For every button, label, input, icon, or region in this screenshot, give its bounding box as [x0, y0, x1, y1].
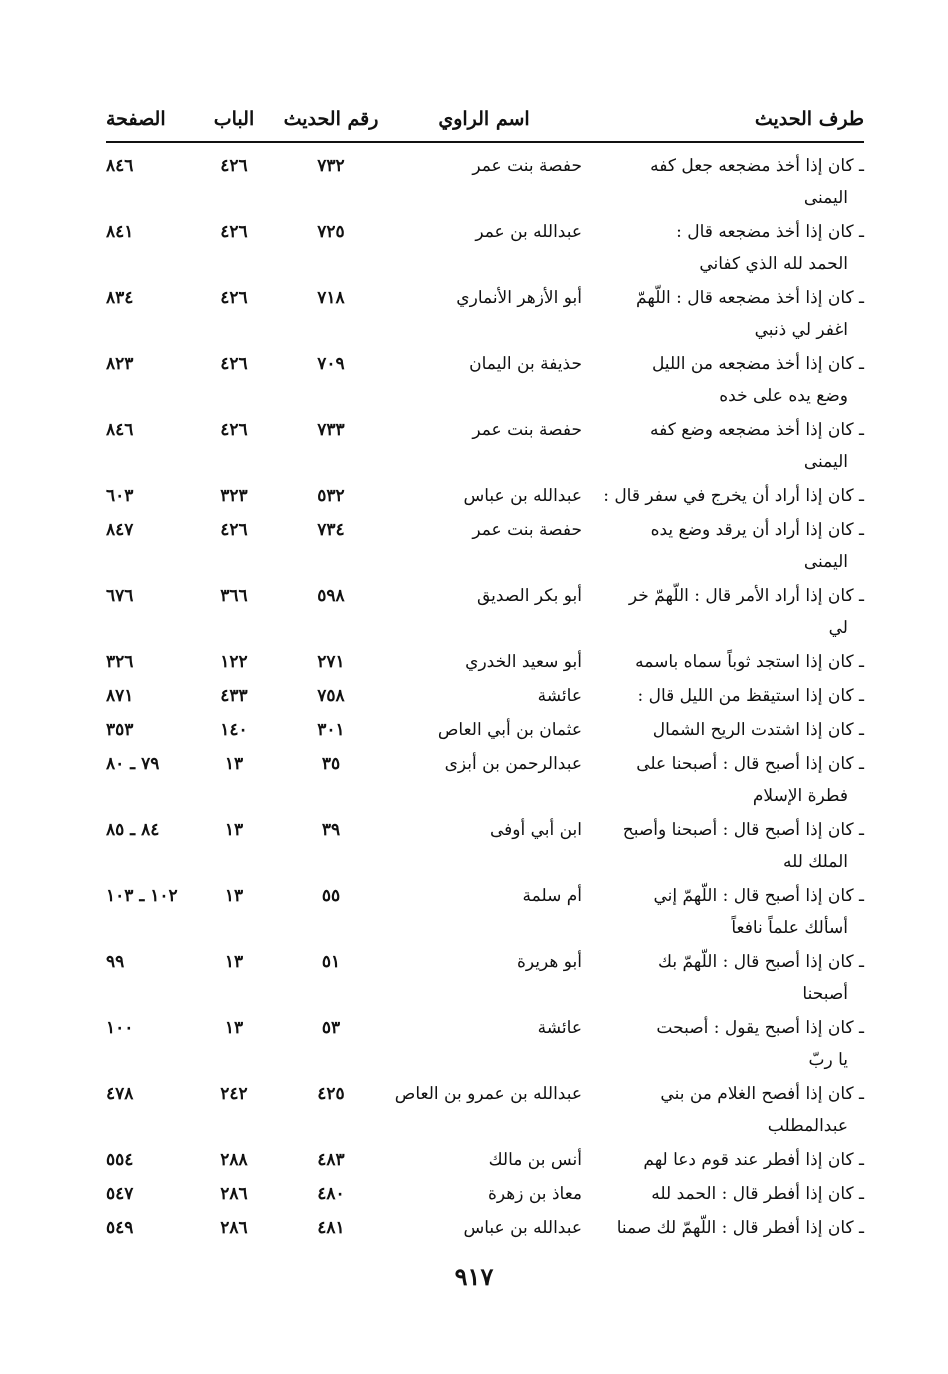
- hadith-number: ٧١٨: [317, 288, 345, 308]
- page-ref: ٦٠٣: [106, 486, 134, 506]
- page-ref: ٥٤٩: [106, 1218, 134, 1238]
- page-ref: ١٠٠: [106, 1018, 134, 1038]
- empty-cell: [106, 781, 192, 813]
- table-row-continuation: [106, 447, 864, 479]
- empty-cell: [276, 913, 386, 945]
- page-ref: ٨٤ ـ ٨٥: [106, 820, 160, 840]
- bab-number: ٢٨٨: [220, 1150, 248, 1170]
- page-ref: ٥٤٧: [106, 1184, 134, 1204]
- hadith-tarf: ـ كان إذا أفطر قال : الحمد لله: [651, 1184, 864, 1204]
- hadith-number: ٧٣٤: [317, 520, 345, 540]
- table-row: [106, 513, 864, 547]
- table-row-continuation: [106, 249, 864, 281]
- hadith-tarf: ـ كان إذا أفطر عند قوم دعا لهم: [643, 1150, 864, 1170]
- bab-number: ٤٢٦: [220, 354, 248, 374]
- narrator-name: عبدالله بن عمرو بن العاص: [394, 1084, 582, 1104]
- empty-cell: [386, 1111, 582, 1143]
- empty-cell: [192, 249, 276, 281]
- table-body: [106, 142, 864, 1245]
- empty-cell: [386, 1045, 582, 1077]
- bab-number: ٣٢٣: [220, 486, 248, 506]
- empty-cell: [276, 249, 386, 281]
- page-ref: ٨٤٦: [106, 156, 134, 176]
- hadith-tarf-continuation: وضع يده على خده: [719, 386, 848, 406]
- narrator-name: حفصة بنت عمر: [472, 420, 582, 440]
- table-row: [106, 142, 864, 183]
- table-row-continuation: [106, 847, 864, 879]
- empty-cell: [276, 1045, 386, 1077]
- page-ref: ٧٩ ـ ٨٠: [106, 754, 160, 774]
- empty-cell: [106, 613, 192, 645]
- table-row-continuation: [106, 613, 864, 645]
- page-ref: ٥٥٤: [106, 1150, 134, 1170]
- empty-cell: [276, 381, 386, 413]
- empty-cell: [386, 547, 582, 579]
- empty-cell: [276, 847, 386, 879]
- empty-cell: [192, 781, 276, 813]
- bab-number: ١٣: [224, 886, 244, 906]
- table-row: [106, 347, 864, 381]
- bab-number: ١٣: [224, 820, 244, 840]
- empty-cell: [106, 447, 192, 479]
- hadith-number: ٢٧١: [317, 652, 345, 672]
- hadith-tarf: ـ كان إذا أفطر قال : اللّهمّ لك صمنا: [616, 1218, 864, 1238]
- table-header: [106, 97, 864, 142]
- empty-cell: [192, 447, 276, 479]
- empty-cell: [106, 183, 192, 215]
- bab-number: ٢٨٦: [220, 1184, 248, 1204]
- bab-number: ١٣: [224, 754, 244, 774]
- hadith-tarf: ـ كان إذا أراد أن يخرج في سفر قال :: [603, 486, 864, 506]
- empty-cell: [386, 979, 582, 1011]
- empty-cell: [192, 913, 276, 945]
- table-row: [106, 215, 864, 249]
- narrator-name: أم سلمة: [522, 886, 582, 906]
- bab-number: ٤٢٦: [220, 156, 248, 176]
- narrator-name: عبدالله بن عباس: [463, 1218, 582, 1238]
- narrator-name: أبو سعيد الخدري: [465, 652, 582, 672]
- empty-cell: [106, 847, 192, 879]
- hadith-tarf: ـ كان إذا أخذ مضجعه من الليل: [651, 354, 864, 374]
- hadith-tarf: ـ كان إذا أراد الأمر قال : اللّهمّ خر: [628, 586, 864, 606]
- page-ref: ٣٥٣: [106, 720, 134, 740]
- hadith-tarf-continuation: اليمنى: [803, 188, 848, 208]
- table-row-continuation: [106, 979, 864, 1011]
- header-tarf: طرف الحديث: [582, 97, 864, 142]
- empty-cell: [276, 547, 386, 579]
- hadith-tarf-continuation: الملك لله: [782, 852, 848, 872]
- hadith-number: ٣٩: [321, 820, 341, 840]
- hadith-tarf-continuation: عبدالمطلب: [767, 1116, 848, 1136]
- bab-number: ٤٢٦: [220, 288, 248, 308]
- narrator-name: أنس بن مالك: [488, 1150, 582, 1170]
- empty-cell: [386, 913, 582, 945]
- narrator-name: حفصة بنت عمر: [472, 156, 582, 176]
- table-row-continuation: [106, 781, 864, 813]
- hadith-number: ٧٠٩: [317, 354, 345, 374]
- hadith-number: ٥٥: [321, 886, 341, 906]
- header-bab: الباب: [192, 97, 276, 142]
- empty-cell: [106, 547, 192, 579]
- table-row: [106, 1143, 864, 1177]
- bab-number: ٤٣٣: [220, 686, 248, 706]
- narrator-name: عبدالله بن عمر: [475, 222, 582, 242]
- table-row: [106, 281, 864, 315]
- narrator-name: حذيفة بن اليمان: [469, 354, 582, 374]
- bab-number: ٢٨٦: [220, 1218, 248, 1238]
- bab-number: ٤٢٦: [220, 420, 248, 440]
- hadith-number: ٣٠١: [317, 720, 345, 740]
- narrator-name: عثمان بن أبي العاص: [437, 720, 582, 740]
- empty-cell: [386, 781, 582, 813]
- empty-cell: [192, 547, 276, 579]
- hadith-number: ٤٨٠: [317, 1184, 345, 1204]
- hadith-tarf: ـ كان إذا أخذ مضجعه جعل كفه: [650, 156, 864, 176]
- page-ref: ٨٤١: [106, 222, 134, 242]
- empty-cell: [386, 183, 582, 215]
- empty-cell: [276, 183, 386, 215]
- hadith-tarf-continuation: اليمنى: [803, 452, 848, 472]
- table-row: [106, 747, 864, 781]
- hadith-number: ٥١: [321, 952, 341, 972]
- empty-cell: [106, 913, 192, 945]
- empty-cell: [276, 315, 386, 347]
- header-rawi: اسم الراوي: [386, 97, 582, 142]
- empty-cell: [276, 447, 386, 479]
- hadith-number: ٣٥: [321, 754, 341, 774]
- narrator-name: أبو بكر الصديق: [476, 586, 582, 606]
- hadith-number: ٧٥٨: [317, 686, 345, 706]
- empty-cell: [106, 1045, 192, 1077]
- hadith-tarf: ـ كان إذا أصبح قال : اللّهمّ إني: [653, 886, 864, 906]
- empty-cell: [192, 613, 276, 645]
- table-row-continuation: [106, 315, 864, 347]
- narrator-name: معاذ بن زهرة: [488, 1184, 582, 1204]
- empty-cell: [386, 315, 582, 347]
- empty-cell: [386, 249, 582, 281]
- header-hadith-number: رقم الحديث: [276, 97, 386, 142]
- header-page: الصفحة: [106, 97, 192, 142]
- hadith-tarf-continuation: فطرة الإسلام: [752, 786, 848, 806]
- empty-cell: [276, 781, 386, 813]
- table-row-continuation: [106, 913, 864, 945]
- table-row: [106, 1177, 864, 1211]
- bab-number: ٢٤٢: [220, 1084, 248, 1104]
- table-row-continuation: [106, 1111, 864, 1143]
- page-ref: ٨٣٤: [106, 288, 134, 308]
- empty-cell: [106, 249, 192, 281]
- hadith-number: ٧٢٥: [317, 222, 345, 242]
- empty-cell: [276, 613, 386, 645]
- table-row-continuation: [106, 1045, 864, 1077]
- empty-cell: [276, 979, 386, 1011]
- table-row: [106, 713, 864, 747]
- table-row: [106, 1011, 864, 1045]
- narrator-name: أبو الأزهر الأنماري: [456, 288, 582, 308]
- hadith-number: ٧٣٣: [317, 420, 345, 440]
- page-ref: ٣٢٦: [106, 652, 134, 672]
- narrator-name: عبدالله بن عباس: [463, 486, 582, 506]
- empty-cell: [106, 1111, 192, 1143]
- page-ref: ٩٩: [106, 952, 125, 972]
- table-row-continuation: [106, 381, 864, 413]
- bab-number: ١٤٠: [220, 720, 248, 740]
- hadith-tarf: ـ كان إذا أصبح يقول : أصبحت: [656, 1018, 864, 1038]
- hadith-tarf: ـ كان إذا استيقظ من الليل قال :: [637, 686, 864, 706]
- bab-number: ٤٢٦: [220, 520, 248, 540]
- empty-cell: [106, 315, 192, 347]
- hadith-number: ٤٨٣: [317, 1150, 345, 1170]
- narrator-name: عبدالرحمن بن أبزى: [444, 754, 582, 774]
- table-row: [106, 813, 864, 847]
- hadith-number: ٥٣٢: [317, 486, 345, 506]
- hadith-tarf: ـ كان إذا أخذ مضجعه قال : اللّهمّ: [636, 288, 864, 308]
- empty-cell: [276, 1111, 386, 1143]
- bab-number: ١٢٢: [220, 652, 248, 672]
- empty-cell: [386, 447, 582, 479]
- hadith-number: ٧٣٢: [317, 156, 345, 176]
- empty-cell: [192, 315, 276, 347]
- bab-number: ١٣: [224, 952, 244, 972]
- page-number: ٩١٧: [454, 1262, 494, 1291]
- hadith-number: ٤٢٥: [317, 1084, 345, 1104]
- hadith-tarf-continuation: لي: [828, 618, 848, 638]
- table-row: [106, 1211, 864, 1245]
- hadith-number: ٥٩٨: [317, 586, 345, 606]
- page-ref: ٨٤٧: [106, 520, 134, 540]
- empty-cell: [386, 381, 582, 413]
- narrator-name: حفصة بنت عمر: [472, 520, 582, 540]
- page-ref: ١٠٢ ـ ١٠٣: [106, 886, 178, 906]
- page-ref: ٨٢٣: [106, 354, 134, 374]
- hadith-tarf: ـ كان إذا أخذ مضجعه قال :: [676, 222, 864, 242]
- table-row: [106, 479, 864, 513]
- hadith-tarf: ـ كان إذا أصبح قال : أصبحنا على: [636, 754, 864, 774]
- empty-cell: [192, 183, 276, 215]
- narrator-name: ابن أبي أوفى: [489, 820, 582, 840]
- table-row: [106, 579, 864, 613]
- narrator-name: عائشة: [537, 1018, 582, 1038]
- table-row: [106, 413, 864, 447]
- table-row: [106, 1077, 864, 1111]
- bab-number: ٣٦٦: [220, 586, 248, 606]
- page-ref: ٨٧١: [106, 686, 134, 706]
- empty-cell: [192, 1045, 276, 1077]
- empty-cell: [386, 613, 582, 645]
- hadith-tarf: ـ كان إذا أخذ مضجعه وضع كفه: [650, 420, 864, 440]
- table-row-continuation: [106, 183, 864, 215]
- hadith-tarf-continuation: الحمد لله الذي كفاني: [699, 254, 848, 274]
- narrator-name: عائشة: [537, 686, 582, 706]
- table-row-continuation: [106, 547, 864, 579]
- hadith-tarf-continuation: يا ربّ: [808, 1050, 848, 1070]
- hadith-tarf: ـ كان إذا أفصح الغلام من بني: [660, 1084, 864, 1104]
- empty-cell: [106, 979, 192, 1011]
- hadith-tarf: ـ كان إذا أصبح قال : أصبحنا وأصبح: [622, 820, 864, 840]
- table-row: [106, 945, 864, 979]
- hadith-index-table: [106, 97, 864, 1245]
- hadith-tarf-continuation: اليمنى: [803, 552, 848, 572]
- bab-number: ١٣: [224, 1018, 244, 1038]
- hadith-tarf-continuation: أصبحنا: [802, 984, 848, 1004]
- narrator-name: أبو هريرة: [516, 952, 582, 972]
- empty-cell: [106, 381, 192, 413]
- table-row: [106, 645, 864, 679]
- empty-cell: [192, 1111, 276, 1143]
- hadith-tarf-continuation: أسألك علماً نافعاً: [731, 918, 848, 938]
- hadith-number: ٤٨١: [317, 1218, 345, 1238]
- table-row: [106, 679, 864, 713]
- page-ref: ٦٧٦: [106, 586, 134, 606]
- bab-number: ٤٢٦: [220, 222, 248, 242]
- table-row: [106, 879, 864, 913]
- hadith-tarf: ـ كان إذا استجد ثوباً سماه باسمه: [635, 652, 864, 672]
- empty-cell: [192, 847, 276, 879]
- empty-cell: [386, 847, 582, 879]
- empty-cell: [192, 979, 276, 1011]
- hadith-tarf: ـ كان إذا اشتدت الريح الشمال: [652, 720, 864, 740]
- hadith-tarf: ـ كان إذا أصبح قال : اللّهمّ بك: [658, 952, 864, 972]
- page-ref: ٤٧٨: [106, 1084, 134, 1104]
- page-ref: ٨٤٦: [106, 420, 134, 440]
- hadith-tarf-continuation: اغفر لي ذنبي: [754, 320, 848, 340]
- hadith-tarf: ـ كان إذا أراد أن يرقد وضع يده: [650, 520, 864, 540]
- empty-cell: [192, 381, 276, 413]
- hadith-number: ٥٣: [321, 1018, 341, 1038]
